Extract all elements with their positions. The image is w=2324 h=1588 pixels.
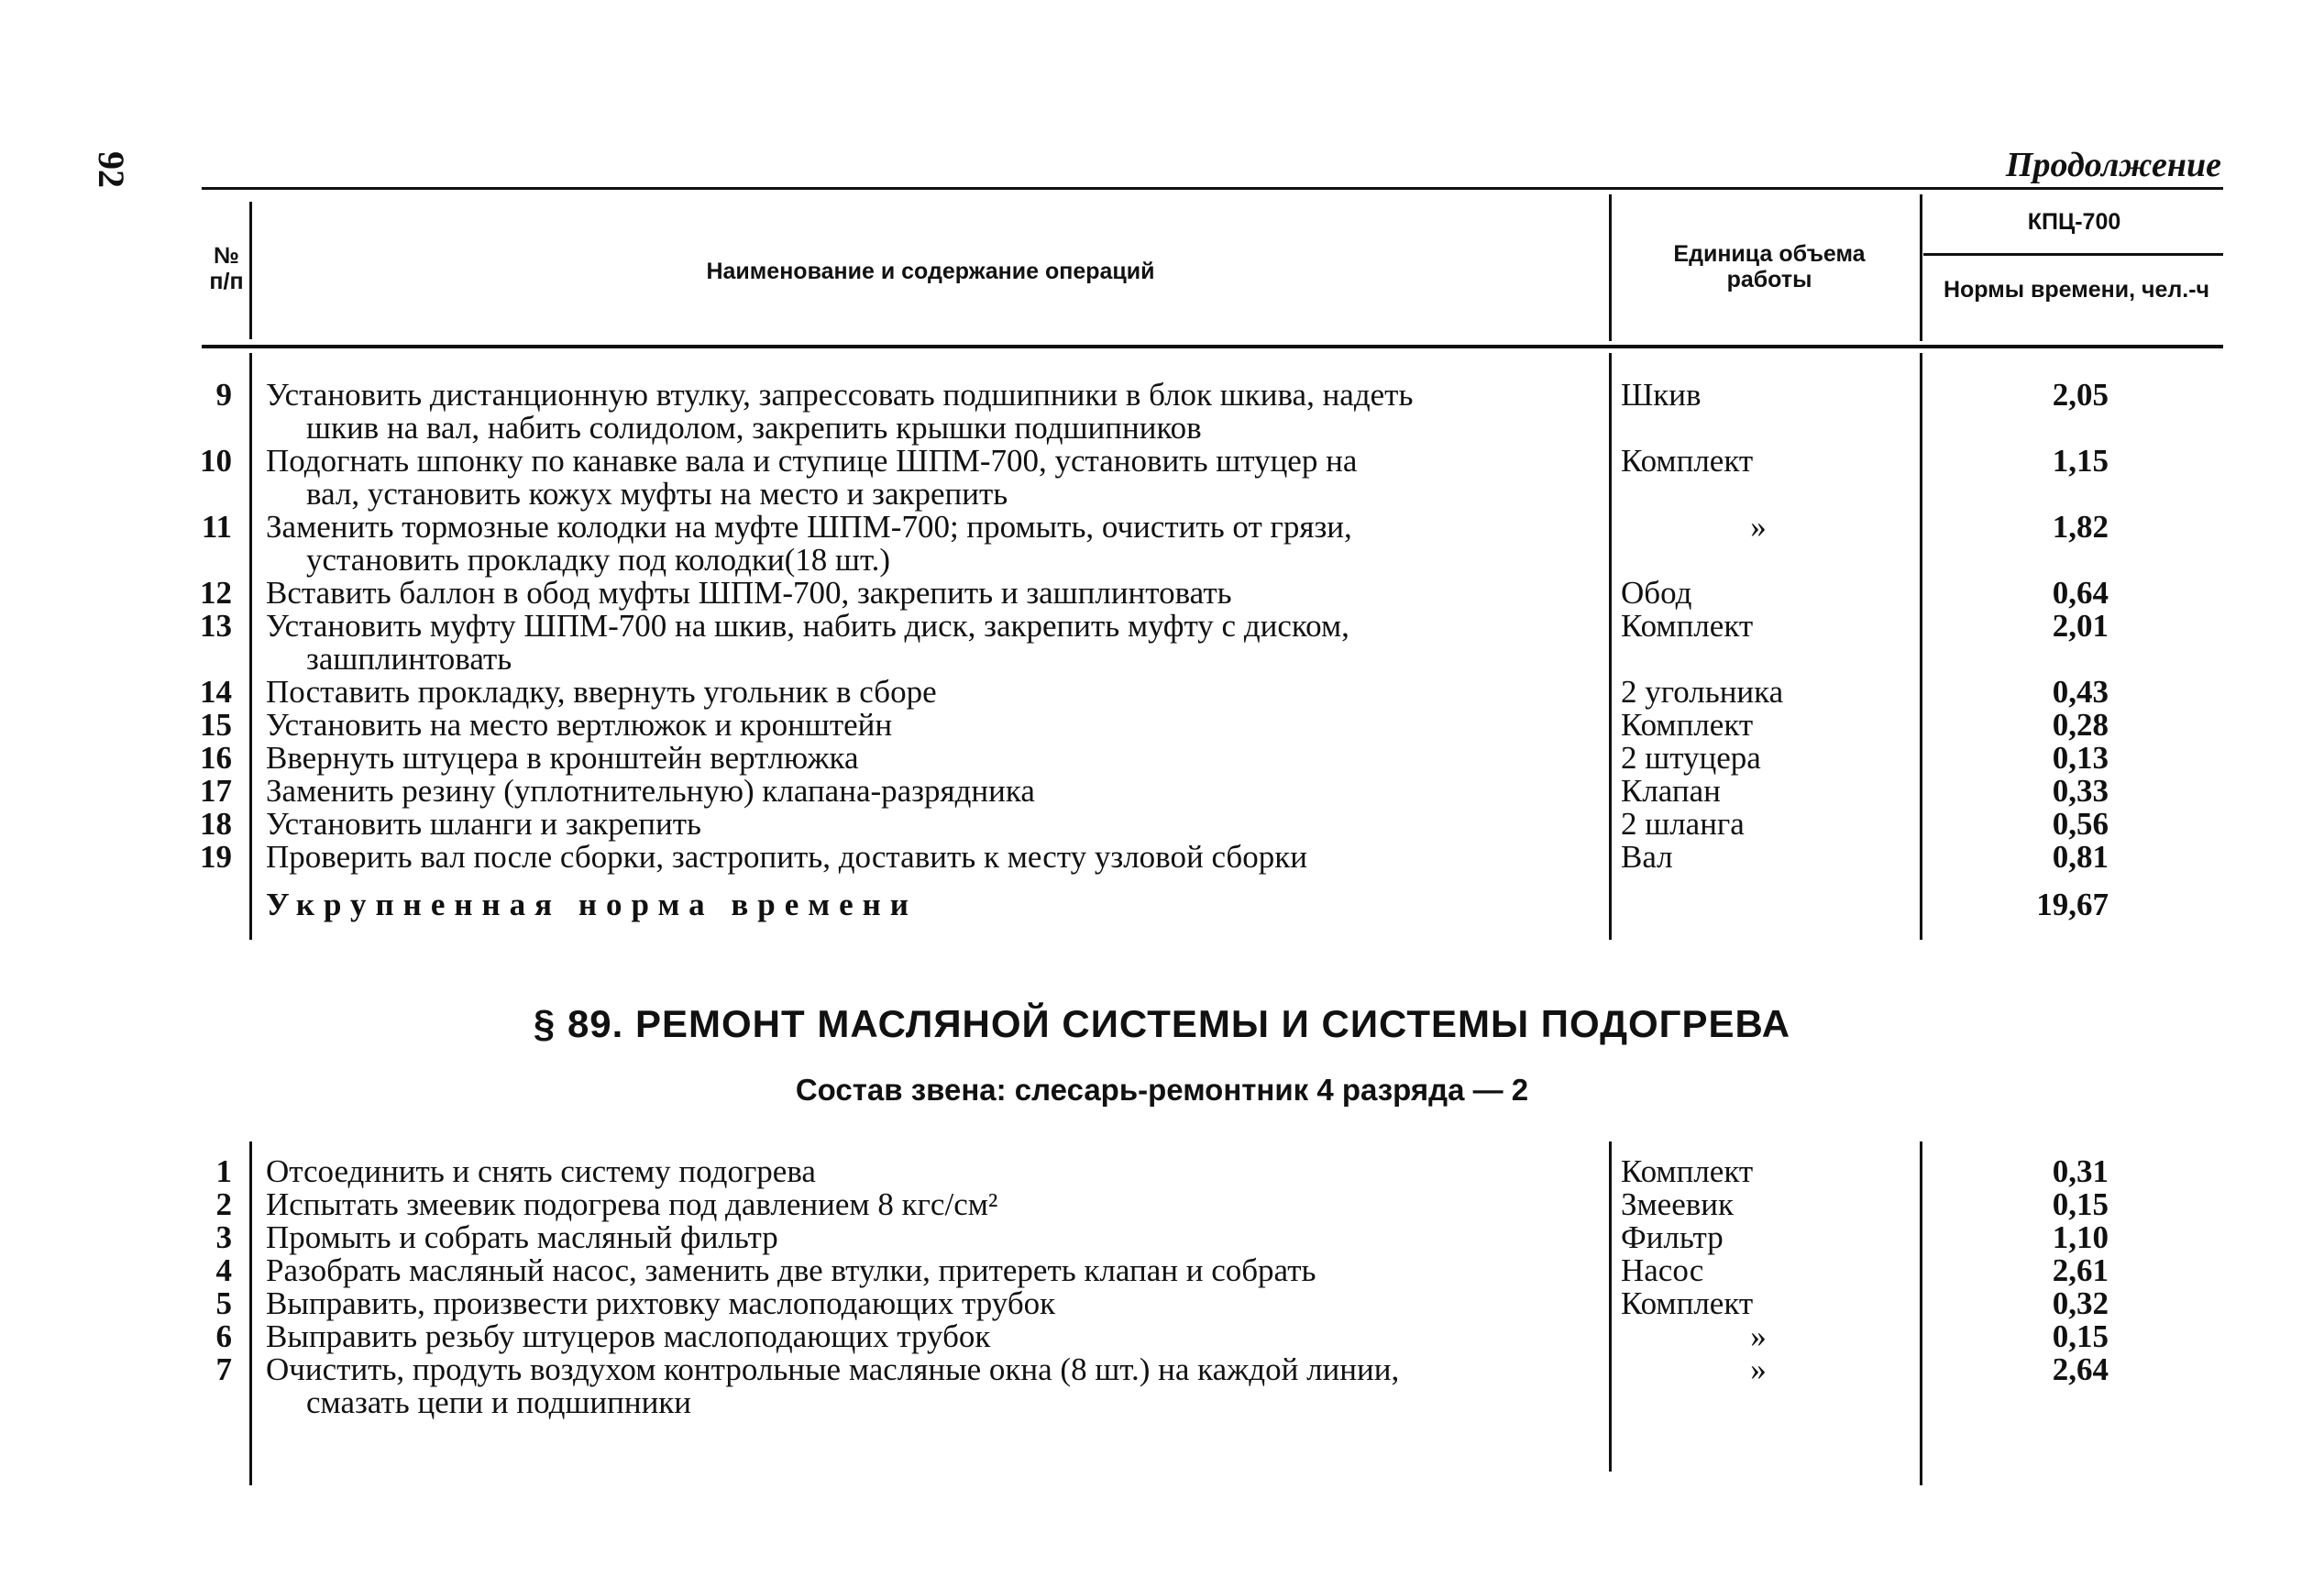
row-value: 0,28	[2052, 707, 2109, 743]
crew-composition: Состав звена: слесарь-ремонтник 4 разряда — 2	[795, 1073, 1529, 1107]
row-value: 0,43	[2052, 674, 2109, 710]
row-number: 4	[215, 1252, 232, 1288]
row-description: Разобрать масляный насос, заменить две втулки, притереть клапан и собрать	[266, 1252, 1316, 1288]
table1-divider-3	[1920, 353, 1922, 940]
row-unit: Змеевик	[1621, 1186, 1735, 1222]
row-description: Установить шланги и закрепить	[266, 806, 701, 842]
row-unit: Обод	[1621, 575, 1692, 611]
table2-divider-2	[1609, 1141, 1612, 1472]
description-line-2: установить прокладку под колодки(18 шт.)	[306, 542, 891, 578]
row-value: 2,05	[2052, 377, 2109, 413]
description-line-2: зашплинтовать	[306, 641, 512, 677]
row-number: 13	[200, 608, 232, 644]
description-line-1: Установить дистанционную втулку, запрессовать подшипники в блок шкива, надеть	[266, 377, 1414, 413]
row-value: 0,32	[2052, 1285, 2109, 1321]
row-description: Выправить, произвести рихтовку маслоподающих трубок	[266, 1285, 1056, 1321]
row-unit: Комплект	[1621, 1285, 1754, 1321]
description-line-2: вал, установить кожух муфты на место и закрепить	[306, 476, 1008, 512]
row-description	[266, 610, 1591, 676]
row-unit: Фильтр	[1621, 1219, 1724, 1255]
header-top-rule	[202, 187, 2223, 190]
row-unit: Комплект	[1621, 1153, 1754, 1189]
row-number: 19	[200, 839, 232, 875]
row-number: 18	[200, 806, 232, 842]
table2-divider-1	[249, 1141, 252, 1485]
table1-divider-1	[249, 353, 252, 940]
page-number: 92	[91, 151, 132, 188]
header-num: № п/п	[209, 243, 244, 294]
row-description: Вставить баллон в обод муфты ШПМ-700, закрепить и зашплинтовать	[266, 575, 1232, 611]
header-bottom-rule	[202, 345, 2223, 348]
group-rule	[1923, 253, 2223, 256]
row-number: 5	[215, 1285, 232, 1321]
table2-divider-3	[1920, 1141, 1922, 1485]
row-unit: »	[1750, 509, 1767, 545]
header-divider-2	[1609, 194, 1612, 341]
row-unit: »	[1750, 1351, 1767, 1387]
row-value: 0,33	[2052, 773, 2109, 809]
table1-divider-2	[1609, 353, 1612, 940]
row-number: 14	[200, 674, 232, 710]
row-description	[266, 445, 1591, 511]
row-description: Заменить резину (уплотнительную) клапана-разрядника	[266, 773, 1035, 809]
total-label: Укрупненная норма времени	[266, 887, 918, 922]
row-description: Установить на место вертлюжок и кронштейн	[266, 707, 893, 743]
header-name: Наименование и содержание операций	[706, 259, 1155, 284]
description-line-2: шкив на вал, набить солидолом, закрепить крышки подшипников	[306, 410, 1202, 446]
header-divider-1	[249, 202, 252, 339]
row-description: Проверить вал после сборки, застропить, доставить к месту узловой сборки	[266, 839, 1307, 875]
row-unit: »	[1750, 1318, 1767, 1354]
row-number: 9	[215, 377, 232, 413]
row-description: Промыть и собрать масляный фильтр	[266, 1219, 778, 1255]
row-number: 16	[200, 740, 232, 776]
row-description: Ввернуть штуцера в кронштейн вертлюжка	[266, 740, 859, 776]
row-unit: Вал	[1621, 839, 1673, 875]
row-value: 1,82	[2052, 509, 2109, 545]
row-number: 11	[201, 509, 232, 545]
header-norm: Нормы времени, чел.-ч	[1943, 277, 2210, 303]
row-value: 2,01	[2052, 608, 2109, 644]
row-value: 0,15	[2052, 1318, 2109, 1354]
row-unit: Насос	[1621, 1252, 1704, 1288]
row-number: 15	[200, 707, 232, 743]
row-description	[266, 379, 1591, 445]
row-number: 12	[200, 575, 232, 611]
row-unit: Клапан	[1621, 773, 1721, 809]
row-value: 0,13	[2052, 740, 2109, 776]
section-title: § 89. РЕМОНТ МАСЛЯНОЙ СИСТЕМЫ И СИСТЕМЫ ПОДОГРЕВА	[533, 1002, 1791, 1045]
continuation-label: Продолжение	[2005, 146, 2221, 184]
row-value: 2,61	[2052, 1252, 2109, 1288]
row-number: 6	[215, 1318, 232, 1354]
row-value: 1,10	[2052, 1219, 2109, 1255]
row-number: 17	[200, 773, 232, 809]
row-unit: Шкив	[1621, 377, 1702, 413]
row-description: Отсоединить и снять систему подогрева	[266, 1153, 816, 1189]
row-value: 0,81	[2052, 839, 2109, 875]
row-description: Испытать змеевик подогрева под давлением 8 кгс/см²	[266, 1186, 998, 1222]
total-value: 19,67	[2036, 887, 2109, 922]
row-number: 1	[215, 1153, 232, 1189]
row-value: 0,15	[2052, 1186, 2109, 1222]
header-group: КПЦ-700	[2027, 209, 2121, 235]
row-value: 1,15	[2052, 443, 2109, 479]
row-unit: Комплект	[1621, 443, 1754, 479]
row-unit: 2 шланга	[1621, 806, 1745, 842]
description-line-1: Заменить тормозные колодки на муфте ШПМ-700; промыть, очистить от грязи,	[266, 509, 1352, 545]
description-line-1: Подогнать шпонку по канавке вала и ступице ШПМ-700, установить штуцер на	[266, 443, 1358, 479]
row-number: 2	[215, 1186, 232, 1222]
row-unit: 2 угольника	[1621, 674, 1784, 710]
header-divider-3	[1920, 194, 1922, 341]
row-description: Поставить прокладку, ввернуть угольник в сборе	[266, 674, 937, 710]
description-line-1: Очистить, продуть воздухом контрольные масляные окна (8 шт.) на каждой линии,	[266, 1351, 1400, 1387]
row-value: 0,31	[2052, 1153, 2109, 1189]
row-value: 0,56	[2052, 806, 2109, 842]
description-line-1: Установить муфту ШПМ-700 на шкив, набить диск, закрепить муфту с диском,	[266, 608, 1349, 644]
description-line-2: смазать цепи и подшипники	[306, 1384, 692, 1420]
header-unit: Единица объема работы	[1673, 241, 1866, 292]
row-description	[266, 511, 1591, 577]
row-number: 7	[215, 1351, 232, 1387]
row-value: 0,64	[2052, 575, 2109, 611]
row-unit: Комплект	[1621, 707, 1754, 743]
row-value: 2,64	[2052, 1351, 2109, 1387]
row-number: 3	[215, 1219, 232, 1255]
row-unit: Комплект	[1621, 608, 1754, 644]
row-description: Выправить резьбу штуцеров маслоподающих трубок	[266, 1318, 991, 1354]
row-number: 10	[200, 443, 232, 479]
row-description	[266, 1353, 1591, 1419]
row-unit: 2 штуцера	[1621, 740, 1761, 776]
